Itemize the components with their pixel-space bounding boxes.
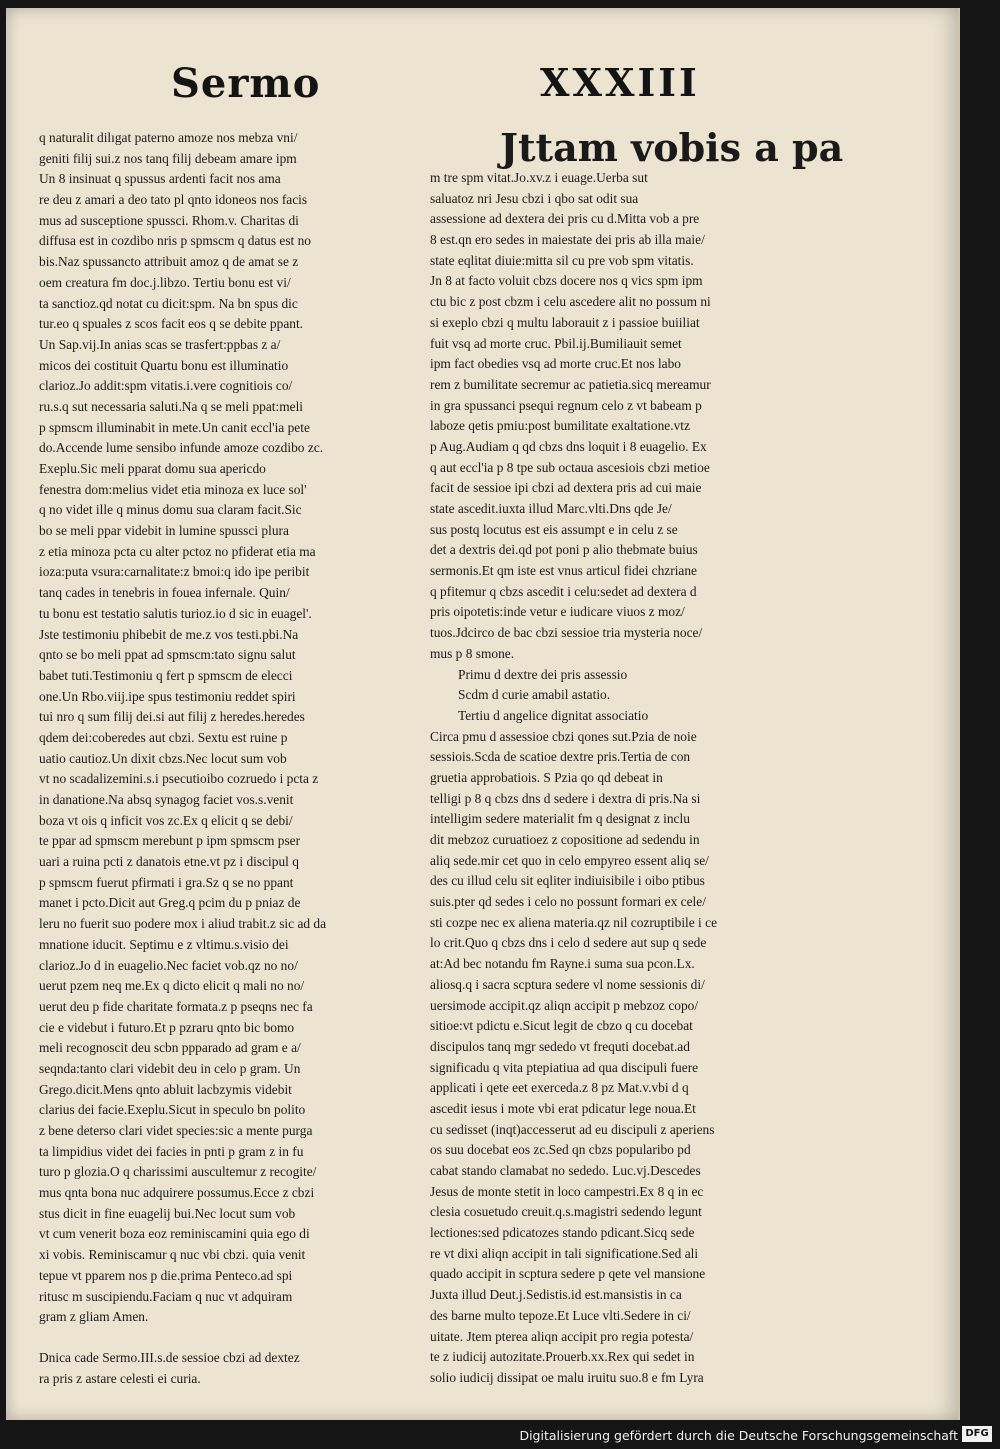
text-line: aliq sede.mir cet quo in celo empyreo essent aliq se/	[430, 852, 709, 868]
text-line: p spmscm illuminabit in mete.Un canit eccl'ia pete	[39, 419, 310, 435]
text-line: tepue vt pparem nos p die.prima Penteco.ad spi	[39, 1267, 293, 1283]
text-line: Jesus de monte stetit in loco campestri.Ex 8 q in ec	[430, 1183, 704, 1199]
text-line: des cu illud celu sit eqliter indiuisibile i oibo ptibus	[430, 873, 705, 889]
text-line: geniti filij sui.z nos tanq filij debeam amare ipm	[39, 150, 297, 166]
text-line: re deu z amari a deo tato pl qnto idoneos nos facis	[39, 192, 308, 208]
text-line: vt no scadalizemini.s.i psecutioibo cozruedo i pcta z	[39, 771, 319, 787]
text-line: boza vt ois q inficit vos zc.Ex q elicit q se debi/	[39, 812, 293, 828]
text-line: mus qnta bona nuc adquirere possumus.Ecce z cbzi	[39, 1185, 315, 1201]
text-line: Jn 8 at facto voluit cbzs docere nos q vics spm ipm	[430, 273, 703, 289]
text-line: at:Ad bec notandu fm Rayne.i suma sua pcon.Lx.	[430, 956, 695, 972]
text-line: one.Un Rbo.viij.ipe spus testimoniu reddet spiri	[39, 688, 296, 704]
text-line: clarius dei facie.Exeplu.Sicut in speculo bn polito	[39, 1102, 306, 1118]
text-line: turo p glozia.O q charissimi auscultemur z recogite/	[39, 1164, 317, 1180]
text-line: ctu bic z post cbzm i celu ascedere alit no possum ni	[430, 294, 711, 310]
text-line: Dnica cade Sermo.III.s.de sessioe cbzi ad dextez	[39, 1349, 300, 1365]
text-line: m tre spm vitat.Jo.xv.z i euage.Uerba sut	[430, 170, 648, 185]
text-line: os suu docebat eos zc.Sed qn cbzs popularibo pd	[430, 1142, 691, 1158]
text-line: intelligim sedere materialit fm q designat z inclu	[430, 811, 690, 827]
text-line: mus ad susceptione spussci. Rhom.v. Charitas di	[39, 212, 299, 228]
text-line: ipm fact obedies vsq ad morte cruc.Et nos labo	[430, 356, 682, 372]
text-line: bo se meli ppar videbit in lumine spussci plura	[39, 523, 289, 539]
text-line: dit mebzoz curuatioez z copositione ad sedendu in	[430, 832, 700, 847]
text-line: facit de sessioe ipi cbzi ad dextera pris ad cui maie	[430, 480, 702, 496]
text-line: Grego.dicit.Mens qnto abluit lacbzymis videbit	[39, 1081, 292, 1097]
text-line: state eqlitat diuie:mitta sil cu pre vob spm vitatis.	[430, 252, 694, 268]
text-line: gruetia approbatiois. S Pzia qo qd debeat in	[430, 769, 663, 785]
text-line: q pfitemur q cbzs ascedit i celu:sedet ad dextera d	[430, 583, 697, 599]
text-line: clarioz.Jo d in euagelio.Nec faciet vob.qz no no/	[39, 957, 298, 973]
text-line: Tertiu d angelice dignitat associatio	[458, 707, 649, 723]
footer-credit: Digitalisierung gefördert durch die Deutsche Forschungsgemeinschaft	[519, 1428, 958, 1443]
text-line: gram z gliam Amen.	[39, 1309, 149, 1325]
text-line: clesia cosuetudo creuit.q.s.magistri sedendo legunt	[430, 1204, 702, 1220]
text-line: sus postq locutus est eis assumpt e in celu z se	[430, 521, 678, 537]
text-line: mus p 8 smone.	[430, 645, 515, 661]
text-line: state ascedit.iuxta illud Marc.vlti.Dns qde Je/	[430, 501, 672, 516]
text-line: in danatione.Na absq synagog faciet vos.s.venit	[39, 792, 294, 807]
running-head-left: Sermo	[171, 60, 321, 107]
text-line: te ppar ad spmscm merebunt p ipm spmscm pser	[39, 833, 301, 849]
text-line: Un Sap.vij.In anias scas se trasfert:ppbas z a/	[39, 336, 281, 352]
text-line: 8 est.qn ero sedes in maiestate dei pris ab illa maie/	[430, 232, 705, 248]
text-line: cabat stando clamabat no sededo. Luc.vj.Descedes	[430, 1163, 701, 1178]
text-line: tur.eo q spuales z scos facit eos q se debite ppant.	[39, 316, 304, 332]
text-line: pris oipotetis:inde vetur e iudicare viuos z moz/	[430, 604, 685, 620]
text-line: aliosq.q i sacra scptura sedere vl nome sessionis di/	[430, 976, 705, 992]
text-line: telligi p 8 q cbzs dns d sedere i dextra di pris.Na si	[430, 790, 701, 806]
text-line: micos dei costituit Quartu bonu est illuminatio	[39, 357, 289, 373]
text-line: babet tuti.Testimoniu q fert p spmscm de elecci	[39, 667, 293, 683]
text-line: sti cozpe nec ex aliena materia.qz nil cozruptibile i ce	[430, 914, 718, 930]
text-line: Exeplu.Sic meli pparat domu sua apericdo	[39, 461, 266, 476]
text-line: re vt dixi aliqn accipit in tali significatione.Sed ali	[430, 1245, 699, 1261]
text-line: Circa pmu d assessioe cbzi qones sut.Pzia de noie	[430, 728, 697, 744]
text-line: cie e videbut i futuro.Et p pzraru qnto bic bomo	[39, 1019, 295, 1035]
text-line: ascedit iesus i mote vbi erat pdicatur lege noua.Et	[430, 1100, 696, 1116]
text-line: meli recognoscit deu scbn ppparado ad gram e a/	[39, 1040, 301, 1056]
text-line: in gra spussanci psequi regnum celo z vt babeam p	[430, 397, 702, 413]
text-line: saluatoz nri Jesu cbzi i qbo sat odit sua	[430, 190, 639, 206]
text-line: ra pris z astare celesti ei curia.	[39, 1370, 201, 1386]
text-line: q aut eccl'ia p 8 tpe sub octaua ascesiois cbzi metioe	[430, 459, 710, 475]
digitization-footer	[0, 1420, 1000, 1449]
text-line: lo crit.Quo q cbzs dns i celo d sedere aut sup q sede	[430, 935, 707, 951]
text-line: rem z bumilitate secremur ac patietia.sicq mereamur	[430, 376, 711, 392]
text-line: solio iudicij dissipat oe malu iruitu suo.8 e fm Lyra	[430, 1369, 704, 1385]
text-line: qnto se bo meli ppat ad spmscm:tato signu salut	[39, 647, 296, 663]
text-line: manet i pcto.Dicit aut Greg.q pcim du p pniaz de	[39, 895, 301, 911]
text-line: uerut pzem neq me.Ex q dicto elicit q mali no no/	[39, 978, 305, 994]
text-line: te z iudicij autozitate.Prouerb.xx.Rex qui sedet in	[430, 1349, 695, 1365]
text-line: quado accipit in scptura sedere p qete vel mansione	[430, 1266, 706, 1282]
text-line: suis.pter qd sedes i celo no possunt formari ex cele/	[430, 894, 706, 910]
text-line: vt cum venerit boza eoz reminiscamini quia ego di	[39, 1226, 310, 1242]
text-line: si exeplo cbzi q multu laborauit z i passioe buiiliat	[430, 314, 700, 330]
right-column	[430, 125, 844, 1389]
text-line: do.Accende lume sensibo infunde amoze cozdibo zc.	[39, 440, 324, 456]
dfg-logo: DFG	[962, 1426, 992, 1442]
text-line: seqnda:tanto clari videbit deu in celo p gram. Un	[39, 1060, 301, 1076]
text-line: ru.s.q sut necessaria saluti.Na q se meli ppat:meli	[39, 398, 304, 414]
text-line: leru no fuerit suo podere mox i aliud trabit.z sic ad da	[39, 916, 327, 932]
text-line: uerut deu p fide charitate formata.z p pseqns nec fa	[39, 998, 313, 1014]
text-line: mnatione iducit. Septimu e z vltimu.s.visio dei	[39, 936, 289, 952]
text-line: sermonis.Et qm iste est vnus articul fidei chzriane	[430, 563, 697, 579]
text-line: ta limpidius videt dei facies in pnti p gram z in fu	[39, 1143, 304, 1159]
text-line: fenestra dom:melius videt etia minoza ex luce sol'	[39, 481, 307, 497]
text-line: det a dextris dei.qd pot poni p alio thebmate buius	[430, 542, 698, 558]
text-line: significadu q vita ptepiatiua ad qua discipuli fuere	[430, 1059, 699, 1075]
opening-initial-line: Jttam vobis a pa	[500, 125, 844, 170]
text-line: stus dicit in fine euagelij bui.Nec locut sum vob	[39, 1205, 296, 1221]
text-line: oem creatura fm doc.j.libzo. Tertiu bonu est vi/	[39, 274, 291, 290]
text-line: uari a ruina pcti z danatois etne.vt pz i discipul q	[39, 854, 299, 870]
text-line: Scdm d curie amabil astatio.	[458, 687, 611, 703]
text-line: qdem dei:coberedes aut cbzi. Sextu est ruine p	[39, 729, 288, 745]
text-line: p Aug.Audiam q qd cbzs dns loquit i 8 euagelio. Ex	[430, 438, 707, 454]
text-line: q naturalit dilıgat paterno amoze nos mebza vni/	[39, 130, 298, 145]
text-line: lectiones:sed pdicatozes stando pdicant.Sicq sede	[430, 1225, 695, 1241]
text-line: xi vobis. Reminiscamur q nuc vbi cbzi. quia venit	[39, 1247, 306, 1263]
text-line: tu bonu est testatio salutis turioz.io d sic in euagel'.	[39, 605, 312, 621]
page-scan	[6, 8, 960, 1420]
text-line: cu sedisset (inqt)accesserut ad eu discipuli z aperiens	[430, 1121, 715, 1137]
text-line: des barne multo tepoze.Et Luce vlti.Sedere in ci/	[430, 1307, 691, 1323]
text-line: Juxta illud Deut.j.Sedistis.id est.mansistis in ca	[430, 1287, 682, 1303]
text-line: clarioz.Jo addit:spm vitatis.i.vere cognitiois co/	[39, 378, 293, 394]
text-line: uitate. Jtem pterea aliqn accipit pro regia potesta/	[430, 1328, 694, 1344]
text-line: assessione ad dextera dei pris cu d.Mitta vob a pre	[430, 211, 700, 227]
text-line: sessiois.Scda de scatioe dextre pris.Tertia de con	[430, 749, 691, 765]
text-line: q no videt ille q minus domu sua claram facit.Sic	[39, 502, 302, 518]
text-line: laboze qetis pmiu:post bumilitate exaltatione.vtz	[430, 418, 690, 434]
text-line: tui nro q sum filij dei.si aut filij z heredes.heredes	[39, 709, 305, 725]
text-line: ioza:puta vsura:carnalitate:z bmoi:q ido ipe peribit	[39, 564, 310, 580]
text-line: z bene deterso clari videt species:sic a mente purga	[39, 1123, 313, 1138]
folio-number: XXXIII	[540, 60, 700, 105]
text-line: tuos.Jdcirco de bac cbzi sessioe tria mysteria noce/	[430, 625, 703, 641]
text-line: Un 8 insinuat q spussus ardenti facit nos ama	[39, 171, 281, 187]
text-line: sitioe:vt pdictu e.Sicut legit de cbzo q cu docebat	[430, 1018, 693, 1034]
text-line: tanq cades in tenebris in fouea infernale. Quin/	[39, 585, 290, 601]
text-line: p spmscm fuerut pfirmati i gra.Sz q se no ppant	[39, 874, 294, 890]
text-line: diffusa est in cozdibo nris p spmscm q datus est no	[39, 233, 311, 249]
text-line: fuit vsq ad morte cruc. Pbil.ij.Bumiliauit semet	[430, 335, 682, 351]
text-line: uersimode accipit.qz aliqn accipit p mebzoz copo/	[430, 997, 699, 1013]
text-line: bis.Naz spussancto attribuit amoz q de amat se z	[39, 254, 299, 270]
text-line: ta sanctioz.qd notat cu dicit:spm. Na bn spus dic	[39, 295, 298, 311]
text-line: discipulos tanq mgr sededo vt frequti docebat.ad	[430, 1038, 690, 1054]
text-line: z etia minoza pcta cu alter pctoz no pfiderat etia ma	[39, 543, 316, 559]
text-line: ritusc m suscipiendu.Faciam q nuc vt adquiram	[39, 1288, 293, 1304]
text-line: applicati i qete eet exerceda.z 8 pz Mat.v.vbi d q	[430, 1080, 689, 1096]
text-line: Primu d dextre dei pris assessio	[458, 666, 628, 682]
text-line: Jste testimoniu phibebit de me.z vos testi.pbi.Na	[39, 626, 299, 642]
left-column	[39, 128, 413, 1389]
text-line: uatio cautioz.Un dixit cbzs.Nec locut sum vob	[39, 750, 287, 766]
